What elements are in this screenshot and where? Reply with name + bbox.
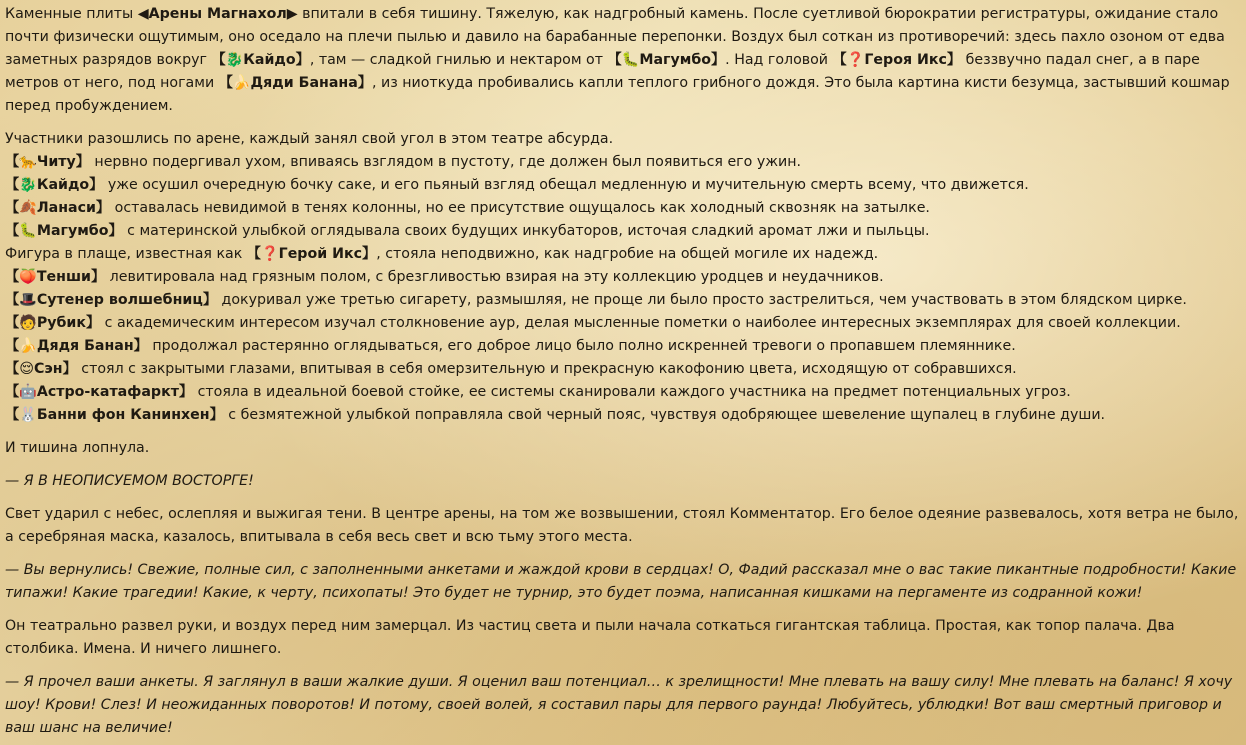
participant-line [5,243,1240,266]
participant-line [5,220,1240,243]
participant-line [5,151,1240,174]
participant-prefix: Фигура в плаще, известная как [5,246,247,262]
participant-text: стояла в идеальной боевой стойке, ее системы сканировали каждого участника на предмет потенциальных угроз. [193,384,1071,400]
participant-line [5,335,1240,358]
character-tag-kaido: 【🐉Кайдо】 [211,52,310,68]
character-tag-hero-x: 【❓Героя Икс】 [832,52,962,68]
participant-text: с материнской улыбкой оглядывала своих будущих инкубаторов, источая сладкий аромат лжи и пыльцы. [122,223,930,239]
commentator-speech-2: — Я прочел ваши анкеты. Я заглянул в ваши жалкие души. Я оценил ваш потенциал… к зрелищности! Мне плевать на вашу силу! Мне плевать на баланс! Я хочу шоу! Крови! Слез! И неожиданных поворотов! И потому, своей волей, я составил пары для первого раунда! Любуйтесь, ублюдки! Вот ваш смертный приговор и ваш шанс на величие! [5,674,1233,736]
participant-text: с безмятежной улыбкой поправляла свой черный пояс, чувствуя одобряющее шевеление щупалец в глубине души. [223,407,1106,423]
commentator-speech-1: — Вы вернулись! Свежие, полные сил, с заполненными анкетами и жаждой крови в сердцах! О, Фадий рассказал мне о вас такие пикантные подробности! Какие типажи! Какие трагедии! Какие, к черту, психопаты! Это будет не турнир, это будет поэма, написанная кишками на пергаменте из содранной кожи! [5,562,1237,601]
participant-text: уже осушил очередную бочку саке, и его пьяный взгляд обещал медленную и мучительную смерть всему, что движется. [103,177,1029,193]
participant-text: продолжал растерянно оглядываться, его доброе лицо было полно искренней тревоги о пропавшем племяннике. [147,338,1016,354]
participant-line [5,312,1240,335]
participants-lead: Участники разошлись по арене, каждый занял свой угол в этом театре абсурда. [5,131,614,147]
participant-line [5,404,1240,427]
participant-text: докуривал уже третью сигарету, размышляя, не проще ли было просто застрелиться, чем участвовать в этом блядском цирке. [217,292,1187,308]
participant-name: 【🎩Сутенер волшебниц】 [5,292,218,308]
participant-text: , стояла неподвижно, как надгробие на общей могиле их надежд. [376,246,879,262]
intro-text: Каменные плиты [5,6,138,22]
participant-name: 【🐰Банни фон Канинхен】 [5,407,224,423]
participant-line [5,381,1240,404]
commentator-shout: — Я В НЕОПИСУЕМОМ ВОСТОРГЕ! [5,473,254,489]
participant-name: 【🍌Дядя Банан】 [5,338,148,354]
participant-name: 【🤖Астро-катафаркт】 [5,384,194,400]
table-paragraph: Он театрально развел руки, и воздух перед ним замерцал. Из частиц света и пыли начала соткаться гигантская таблица. Простая, как топор палача. Два столбика. Имена. И ничего лишнего. [5,618,1175,657]
intro-text: , из ниоткуда пробивались капли теплого грибного дождя. Это была картина кисти безумца, застывший кошмар перед пробуждением. [5,75,1230,114]
participant-name: 【🧑Рубик】 [5,315,101,331]
participant-text: стоял с закрытыми глазами, впитывая в себя омерзительную и прекрасную какофонию цвета, исходящую от собравшихся. [76,361,1017,377]
participant-name: 【🐉Кайдо】 [5,177,104,193]
participant-line [5,358,1240,381]
participant-text: левитировала над грязным полом, с брезгливостью взирая на эту коллекцию уродцев и неудачников. [105,269,884,285]
participant-name: 【🐛Магумбо】 [5,223,123,239]
intro-text: впитали в себя тишину. Тяжелую, как надгробный камень. После суетливой бюрократии регистратуры, ожидание стало почти физически ощутимым, оно оседало на плечи пылью и давило на барабанные перепонки. Воздух был соткан из противоречий: здесь пахло озоном от едва заметных разрядов вокруг [5,6,1225,68]
light-paragraph: Свет ударил с небес, ослепляя и выжигая тени. В центре арены, на том же возвышении, стоял Комментатор. Его белое одеяние развевалось, хотя ветра не было, а серебряная маска, казалось, впитывала в себя весь свет и всю тьму этого места. [5,506,1239,545]
silence-line: И тишина лопнула. [5,440,150,456]
character-tag-uncle-banana: 【🍌Дяди Банана】 [218,75,372,91]
participant-line [5,197,1240,220]
intro-paragraph [5,3,1240,118]
character-tag-magumbo: 【🐛Магумбо】 [607,52,726,68]
participant-line [5,266,1240,289]
participant-name: 【🍑Тенши】 [5,269,106,285]
intro-text: , там — сладкой гнилью и нектаром от [309,52,608,68]
participant-name: 【🍂Ланаси】 [5,200,111,216]
participant-name: 【🐆Читу】 [5,154,90,170]
participants-paragraph [5,128,1240,427]
intro-text: беззвучно падал снег, а в паре метров от него, под ногами [5,52,1200,91]
participant-name: 【😌Сэн】 [5,361,77,377]
participant-text: оставалась невидимой в тенях колонны, но ее присутствие ощущалось как холодный сквозняк на затылке. [110,200,930,216]
arena-name: ◀Арены Магнахол▶ [137,6,298,22]
participant-line [5,289,1240,312]
participant-text: нервно подергивал ухом, впиваясь взглядом в пустоту, где должен был появиться его ужин. [89,154,802,170]
participant-line [5,174,1240,197]
intro-text: . Над головой [725,52,833,68]
participant-text: с академическим интересом изучал столкновение аур, делая мысленные пометки о наиболее интересных экземплярах для своей коллекции. [100,315,1181,331]
participant-name: 【❓Герой Икс】 [246,246,377,262]
